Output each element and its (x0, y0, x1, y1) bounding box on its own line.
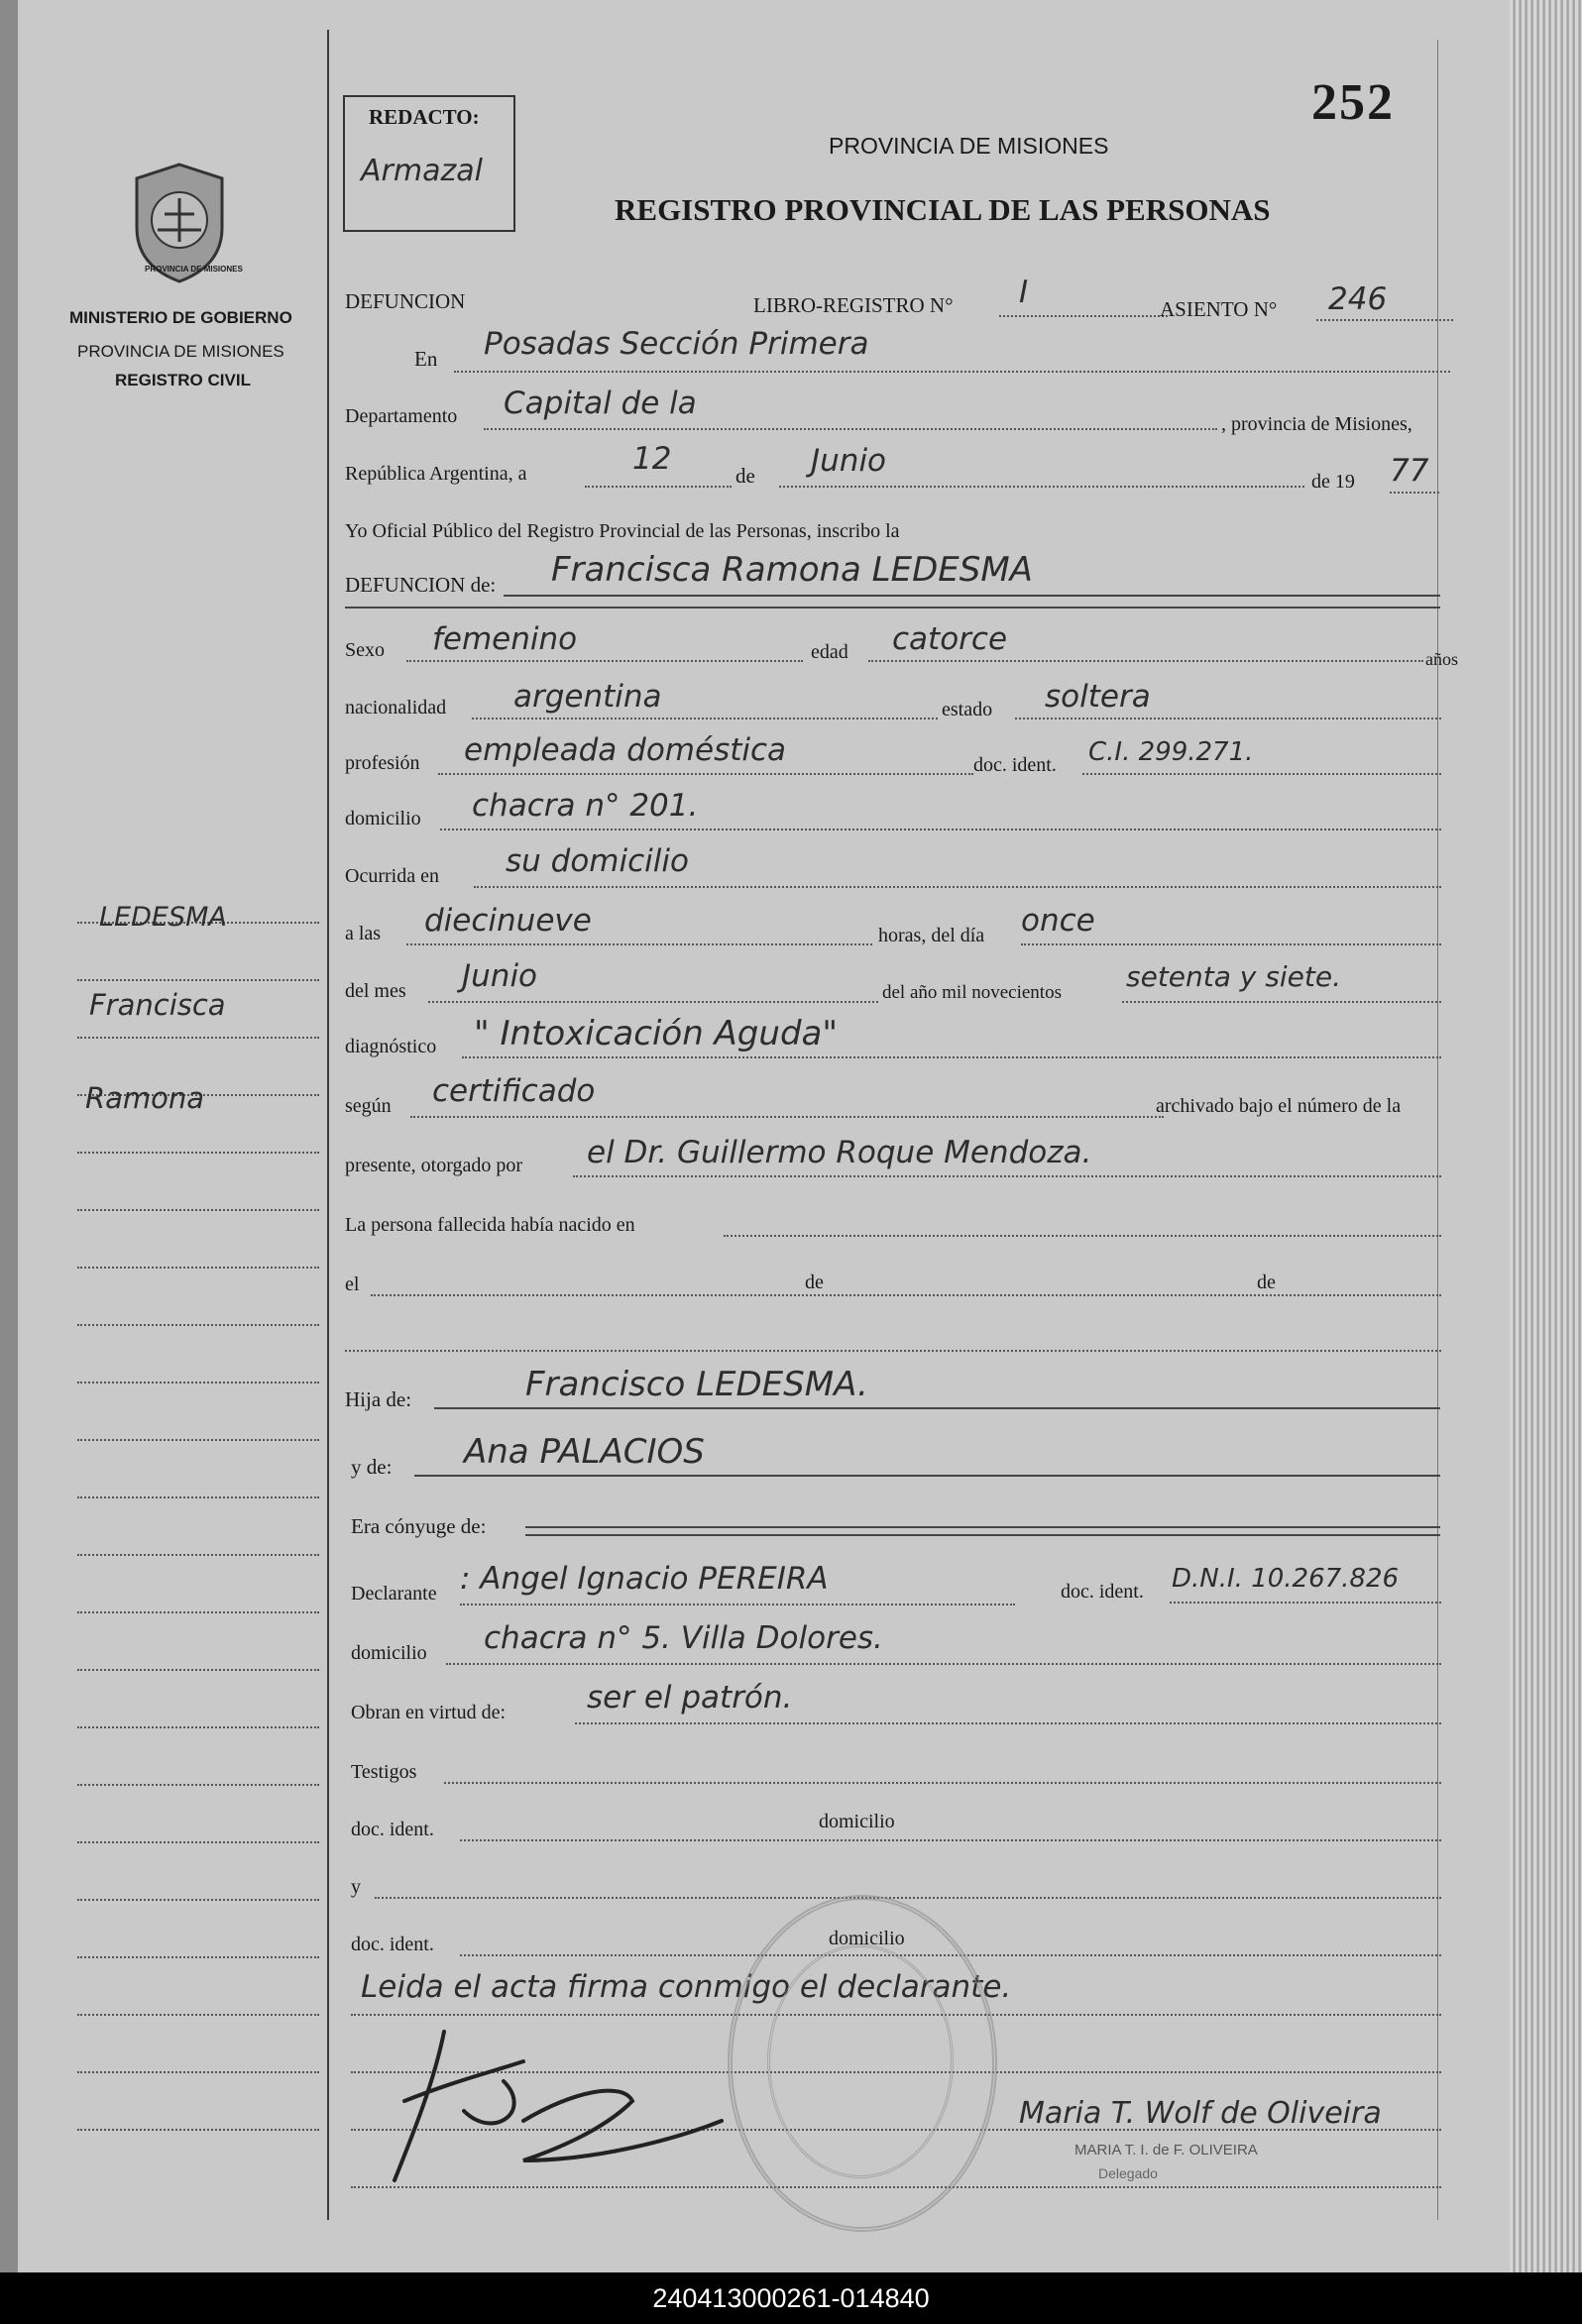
margin-rule-line (77, 1841, 319, 1843)
margin-rule-line (77, 1439, 319, 1441)
declarante-domicilio-label: domicilio (351, 1642, 427, 1664)
anio-fallecimiento-value: setenta y siete. (1126, 960, 1341, 993)
margin-rule-line (77, 1669, 319, 1671)
page-number: 252 (1311, 74, 1395, 131)
declarante-domicilio-value: chacra n° 5. Villa Dolores. (484, 1620, 883, 1656)
nacido-de-label-1: de (805, 1272, 824, 1293)
margin-rule-line (77, 2071, 319, 2073)
anio-value: 77 (1390, 453, 1429, 489)
obran-value: ser el patrón. (587, 1680, 793, 1715)
testigos-label: Testigos (351, 1761, 417, 1783)
obran-label: Obran en virtud de: (351, 1702, 507, 1723)
departamento-label: Departamento (345, 405, 458, 427)
page-stack-edge (1510, 0, 1582, 2272)
segun-value: certificado (432, 1073, 596, 1109)
departamento-value: Capital de la (504, 386, 697, 421)
margin-rule-line (77, 2129, 319, 2131)
margin-rule-line (77, 979, 319, 981)
archivado-label: archivado bajo el número de la (1156, 1095, 1402, 1117)
intro-text: Yo Oficial Público del Registro Provincial de las Personas, inscribo la (345, 520, 900, 542)
doc-ident-value: C.I. 299.271. (1088, 737, 1254, 767)
margin-rule-line (77, 2014, 319, 2016)
margin-first-name: Francisca (89, 988, 226, 1022)
ocurrida-value: su domicilio (506, 843, 689, 879)
margin-rule-line (77, 1324, 319, 1326)
nacido-label: La persona fallecida había nacido en (345, 1214, 635, 1236)
margin-rule-line (77, 1611, 319, 1613)
official-title: Delegado (1098, 2165, 1158, 2181)
dia-value: 12 (632, 441, 672, 477)
republica-label: República Argentina, a (345, 463, 527, 485)
sexo-value: femenino (432, 621, 578, 657)
sexo-label: Sexo (345, 639, 385, 661)
margin-rule-line (77, 1382, 319, 1383)
redacto-signature: Armazal (361, 154, 483, 188)
margin-rule-line (77, 1784, 319, 1786)
ministry-line-3: REGISTRO CIVIL (115, 371, 251, 389)
delmes-label: del mes (345, 980, 406, 1002)
nacionalidad-label: nacionalidad (345, 697, 447, 719)
doc-ident-label: doc. ident. (973, 754, 1057, 776)
profesion-value: empleada doméstica (464, 732, 787, 768)
horas-value: diecinueve (424, 903, 592, 939)
deceased-name: Francisca Ramona LEDESMA (551, 550, 1033, 590)
right-rule (1437, 40, 1438, 2220)
edad-label: edad (811, 641, 848, 663)
madre-value: Ana PALACIOS (464, 1432, 705, 1472)
margin-surname: LEDESMA (99, 902, 227, 933)
seal-text: PROVINCIA DE MISIONES (145, 265, 243, 274)
testigo-doc-label: doc. ident. (351, 1819, 434, 1840)
horas-label: horas, del día (878, 925, 985, 946)
official-signature: Maria T. Wolf de Oliveira (1019, 2096, 1382, 2131)
conyuge-label: Era cónyuge de: (351, 1514, 487, 1538)
declarante-doc-value: D.N.I. 10.267.826 (1172, 1564, 1400, 1594)
margin-rule-line (77, 1496, 319, 1498)
closing-text: Leida el acta firma conmigo el declarante. (361, 1969, 1012, 2005)
asiento-value: 246 (1328, 281, 1388, 317)
margin-rule-line (77, 1267, 319, 1269)
margin-rule (327, 30, 329, 2220)
libro-label: LIBRO-REGISTRO N° (753, 293, 954, 317)
el-label: el (345, 1273, 360, 1295)
dia-fallecimiento-value: once (1021, 903, 1095, 939)
declarante-value: : Angel Ignacio PEREIRA (460, 1561, 829, 1597)
libro-value: I (1019, 275, 1029, 310)
en-label: En (414, 347, 438, 371)
registry-stamp-inner (767, 1944, 954, 2178)
mes-fallecimiento-value: Junio (462, 958, 538, 994)
declarante-label: Declarante (351, 1583, 437, 1605)
edad-value: catorce (892, 621, 1008, 657)
margin-rule-line (77, 1899, 319, 1901)
declarante-doc-label: doc. ident. (1061, 1581, 1144, 1603)
mes-value: Junio (811, 443, 887, 479)
presente-label: presente, otorgado por (345, 1155, 523, 1176)
margin-second-name: Ramona (85, 1081, 205, 1115)
asiento-label: ASIENTO N° (1160, 297, 1278, 321)
ministry-line-2: PROVINCIA DE MISIONES (77, 342, 284, 361)
segun-label: según (345, 1095, 392, 1117)
margin-rule-line (77, 1209, 319, 1211)
yde-label: y de: (351, 1455, 393, 1479)
domicilio-value: chacra n° 201. (472, 788, 699, 824)
testigo2-domicilio-label: domicilio (829, 1928, 905, 1949)
type-label: DEFUNCION (345, 289, 466, 313)
redacto-box (343, 95, 515, 232)
nacionalidad-value: argentina (513, 679, 662, 715)
de-label: de (735, 464, 755, 488)
official-name: MARIA T. I. de F. OLIVEIRA (1074, 2142, 1258, 2158)
estado-label: estado (942, 699, 993, 720)
anios-label: años (1425, 649, 1458, 669)
margin-rule-line (77, 1956, 319, 1958)
testigo-domicilio-label: domicilio (819, 1811, 895, 1832)
diagnostico-value: " Intoxicación Aguda" (474, 1014, 838, 1053)
otorgado-value: el Dr. Guillermo Roque Mendoza. (587, 1135, 1092, 1170)
padre-value: Francisco LEDESMA. (525, 1365, 868, 1404)
anio-label: de 19 (1311, 471, 1355, 493)
province-heading: PROVINCIA DE MISIONES (829, 133, 1109, 159)
margin-rule-line (77, 1726, 319, 1728)
profesion-label: profesión (345, 752, 420, 774)
y-label: y (351, 1876, 361, 1898)
provincia-suffix: , provincia de Misiones, (1221, 413, 1412, 435)
estado-value: soltera (1045, 679, 1151, 715)
redacto-label: REDACTO: (369, 105, 480, 129)
margin-rule-line (77, 1037, 319, 1039)
hija-label: Hija de: (345, 1387, 412, 1411)
declarant-signature (375, 2022, 732, 2190)
delanio-label: del año mil novecientos (882, 982, 1062, 1003)
margin-rule-line (77, 1554, 319, 1556)
registry-heading: REGISTRO PROVINCIAL DE LAS PERSONAS (615, 192, 1271, 227)
margin-rule-line (77, 1152, 319, 1154)
testigo2-doc-label: doc. ident. (351, 1934, 434, 1955)
en-value: Posadas Sección Primera (484, 326, 869, 362)
document-page (18, 0, 1510, 2272)
domicilio-label: domicilio (345, 808, 421, 830)
ministry-line-1: MINISTERIO DE GOBIERNO (69, 308, 292, 327)
nacido-de-label-2: de (1257, 1272, 1276, 1293)
ocurrida-label: Ocurrida en (345, 865, 439, 887)
defuncion-de-label: DEFUNCION de: (345, 573, 497, 597)
diagnostico-label: diagnóstico (345, 1036, 437, 1057)
document-id-footer: 240413000261-014840 (0, 2272, 1582, 2324)
alas-label: a las (345, 923, 382, 944)
